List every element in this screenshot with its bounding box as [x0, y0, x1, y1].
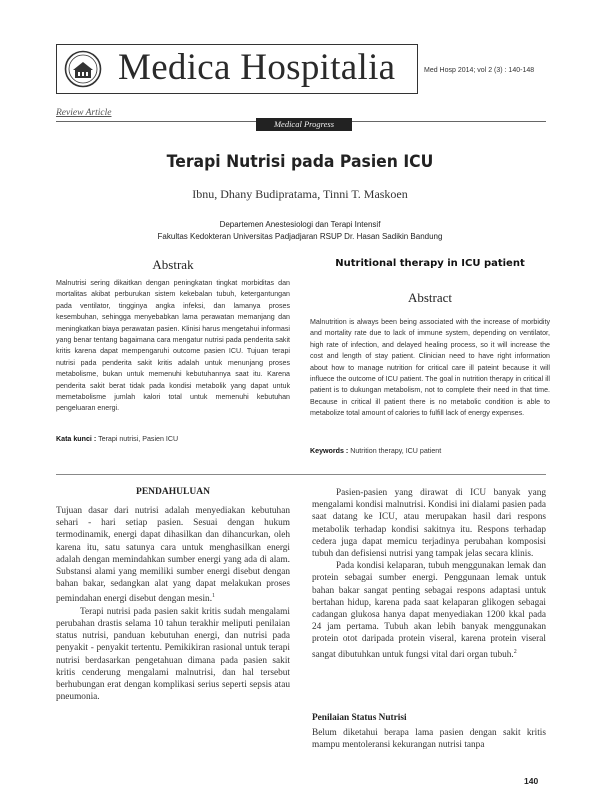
section-divider: [56, 474, 546, 475]
keywords-value: Terapi nutrisi, Pasien ICU: [98, 435, 179, 443]
paragraph-text: Pada kondisi kelaparan, tubuh menggunakan lemak dan protein sebagai sumber energi. Penggunaan lemak untuk bahan bakar sangat penting sebagai respons adaptasi untuk bertahan hidup, karena pada saat kelaparan glikogen sebagai cadangan glukosa hanya dapat menyediakan 1200 kkal pada 24 jam pertama. Tubuh akan lebih banyak menggunakan protein otot daripada protein viseral, karena protein viseral sangat dibutuhkan untuk fungsi vital dari organ tubuh.: [312, 561, 546, 660]
reference-marker: 1: [212, 593, 216, 600]
section-tag: Medical Progress: [256, 118, 352, 131]
keywords-label: Keywords :: [310, 447, 349, 455]
body-column-left: [56, 505, 290, 703]
author-list: Ibnu, Dhany Budipratama, Tinni T. Maskoen: [192, 187, 408, 201]
journal-title: Medica Hospitalia: [118, 47, 396, 88]
reference-marker: 2: [513, 648, 517, 655]
paragraph: [56, 505, 290, 606]
paragraph: Belum diketahui berapa lama pasien dengan sakit kritis mampu mentoleransi kekurangan nutrisi tanpa: [312, 728, 546, 751]
citation-line: Med Hosp 2014; vol 2 (3) : 140-148: [424, 67, 535, 74]
body-column-right: [312, 487, 546, 661]
abstract-keywords: [310, 447, 441, 455]
hospital-seal-icon: [64, 50, 102, 88]
keywords-label: Kata kunci :: [56, 435, 97, 443]
intro-heading: PENDAHULUAN: [136, 487, 210, 497]
paragraph: [312, 560, 546, 661]
paragraph: Pasien-pasien yang dirawat di ICU banyak yang mengalami kondisi malnutrisi. Kondisi ini dialami pasien pada saat datang ke ICU, atau merupakan hasil dari respons metabolik terhadap kondisi sakitnya itu. Respons terhadap cedera juga dapat memicu terjadinya perubahan komposisi tubuh dan defisiensi nutrisi yang tampak jelas secara klinis.: [312, 488, 546, 560]
article-type-label: Review Article: [56, 108, 112, 118]
abstrak-body: Malnutrisi sering dikaitkan dengan peningkatan tingkat morbiditas dan mortalitas akibat perburukan sistem kekebalan tubuh, ketergantungan pada ventilator, tingginya angka infeksi, dan lamanya proses kesembuhan, sehingga menyebabkan lama perawatan memanjang dan meningkatkan biaya perawatan pasien. Klinisi harus mengetahui informasi yang benar tentang bagaimana cara mengatur nutrisi pada penderita sakit kritis karena dapat mempengaruhi outcome pasien ICU. Tujuan terapi nutrisi pada penderita sakit kritis adalah untuk menunjang proses metabolisme, bukan untuk memenuhi kebutuhannya saat itu. Karena penderita sakit berat tidak pada kondisi metabolik yang dapat untuk memetabolisme jumlah kalori total untuk memenuhi kebutuhan pengeluaran energi.: [56, 279, 290, 413]
english-title: Nutritional therapy in ICU patient: [335, 258, 525, 269]
abstrak-heading: Abstrak: [152, 257, 194, 272]
affiliation-faculty: Fakultas Kedokteran Universitas Padjadjaran RSUP Dr. Hasan Sadikin Bandung: [157, 232, 443, 241]
paragraph-text: Tujuan dasar dari nutrisi adalah menyediakan kebutuhan sehari - hari setiap pasien. Sesuai dengan hukum termodinamik, energi dapat dihasilkan dan dihancurkan, oleh karena itu, satu satunya cara untuk menghasilkan energi adalah dengan memindahkan sumber energi yang ada di alam. Substansi alami yang memiliki sumber energi disebut dengan bahan bakar, sedangkan alat yang dapat melakukan proses pemindahan energi disebut dengan mesin.: [56, 506, 290, 605]
abstrak-keywords: [56, 435, 178, 443]
keywords-value: Nutrition therapy, ICU patient: [350, 447, 442, 455]
page-number: 140: [524, 776, 539, 786]
affiliation-department: Departemen Anestesiologi dan Terapi Intensif: [219, 220, 381, 229]
abstract-heading: Abstract: [407, 290, 453, 305]
paragraph: Terapi nutrisi pada pasien sakit kritis sudah mengalami perubahan drastis selama 10 tahun terakhir meliputi penilaian status nutrisi, panduan kebutuhan energi, dan nutrisi pada penyakit - penyakit tertentu. Pemikikiran rasional untuk terapi nutrisi berdasarkan pengetahuan dimana pada pasien sakit kritis cenderung mengalami malnutrisi, dan hal tersebut berhubungan erat dengan komplikasi serius seperti sepsis atau pneumonia.: [56, 606, 290, 703]
subsection-heading: Penilaian Status Nutrisi: [312, 713, 407, 723]
article-title: Terapi Nutrisi pada Pasien ICU: [166, 152, 434, 172]
abstract-body: Malnutrition is always been being associated with the increase of morbidity and mortality rate due to lack of immune system, depending on ventilator, high rate of infection, and delayed healing process, so it will increase the cost and length of stay patient. Clinician need to have right information about how to manage nutrition for critical care ill pateint because it will influece the outcome of ICU patient. The goal in nutrition therapy in critical ill patient is to dukungan metabolism, not to complete their need in that time. Because in critical ill patient there is no metabolic condition is able to metabolize total amount of calories to fulfill lack of energy expenses.: [310, 318, 550, 418]
